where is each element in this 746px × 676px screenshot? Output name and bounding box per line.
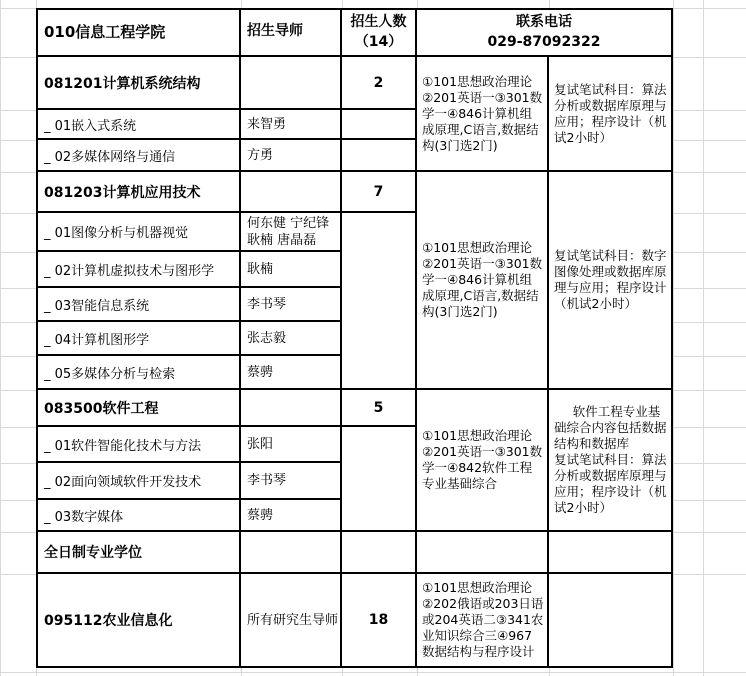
retest-exam-text: 复试笔试科目：数字图像处理或数据库原理与应用；程序设计（机试2小时） bbox=[554, 248, 667, 311]
college-title: 010信息工程学院 bbox=[44, 23, 166, 41]
quota-value: 18 bbox=[368, 612, 389, 628]
direction-cell[interactable] bbox=[36, 500, 241, 532]
direction-cell[interactable] bbox=[36, 463, 241, 500]
header-quota-cell[interactable] bbox=[342, 8, 417, 57]
initial-exam-text: ①101思想政治理论②202俄语或203日语或204英语二③341农业知识综合三④967数据结构与程序设计 bbox=[422, 580, 544, 659]
retest-exam-cell[interactable] bbox=[549, 574, 673, 668]
gridline bbox=[0, 0, 1, 676]
quota-value: 5 bbox=[373, 399, 384, 416]
header-contact-cell[interactable] bbox=[417, 8, 673, 57]
quota-cell[interactable] bbox=[342, 110, 417, 140]
direction-cell[interactable] bbox=[36, 140, 241, 172]
quota-cell[interactable] bbox=[342, 574, 417, 668]
quota-cell[interactable] bbox=[342, 427, 417, 532]
advisor-name: 耿楠 bbox=[247, 261, 274, 277]
direction-cell[interactable] bbox=[36, 213, 241, 252]
advisor-cell[interactable] bbox=[241, 500, 342, 532]
initial-exam-cell[interactable] bbox=[417, 172, 549, 390]
advisor-cell[interactable] bbox=[241, 356, 342, 390]
quota-column-title: 招生人数 bbox=[350, 13, 407, 30]
header-college-cell[interactable] bbox=[36, 8, 241, 57]
advisor-name: 方勇 bbox=[247, 147, 274, 163]
direction-label: _ 03智能信息系统 bbox=[44, 298, 150, 314]
direction-cell[interactable] bbox=[36, 427, 241, 463]
initial-exam-text: ①101思想政治理论②201英语一③301数学一④846计算机组成原理,C语言,数据结构(3门选2门) bbox=[422, 240, 543, 319]
advisor-name: 何东健 宁纪锋 耿楠 唐晶磊 bbox=[247, 215, 330, 248]
quota-cell[interactable] bbox=[342, 213, 417, 390]
program-cell[interactable] bbox=[36, 390, 241, 427]
retest-exam-text: 复试笔试科目：算法分析或数据库原理与应用；程序设计（机试2小时） bbox=[554, 81, 667, 145]
retest-note-text: 软件工程专业基础综合内容包括数据结构和数据库 bbox=[554, 404, 667, 451]
advisor-cell[interactable] bbox=[241, 213, 342, 252]
direction-label: _ 02多媒体网络与通信 bbox=[44, 149, 176, 165]
program-cell[interactable] bbox=[36, 532, 241, 574]
quota-cell[interactable] bbox=[342, 57, 417, 110]
advisor-cell[interactable] bbox=[241, 172, 342, 213]
initial-exam-text: ①101思想政治理论②201英语一③301数学一④842软件工程专业基础综合 bbox=[422, 428, 543, 491]
quota-cell[interactable] bbox=[342, 172, 417, 213]
quota-value: 2 bbox=[373, 74, 384, 91]
contact-phone: 029-87092322 bbox=[487, 33, 601, 50]
quota-value: 7 bbox=[373, 183, 384, 200]
direction-cell[interactable] bbox=[36, 322, 241, 356]
advisor-cell[interactable] bbox=[241, 427, 342, 463]
advisor-name: 蔡骋 bbox=[247, 507, 274, 523]
program-cell[interactable] bbox=[36, 57, 241, 110]
program-label: 081203计算机应用技术 bbox=[44, 184, 201, 201]
direction-label: _ 01嵌入式系统 bbox=[44, 118, 137, 134]
direction-label: _ 05多媒体分析与检索 bbox=[44, 366, 176, 382]
initial-exam-cell[interactable] bbox=[417, 532, 549, 574]
program-label: 095112农业信息化 bbox=[44, 613, 173, 629]
advisor-name: 蔡骋 bbox=[247, 364, 274, 380]
initial-exam-cell[interactable] bbox=[417, 57, 549, 172]
direction-label: _ 01软件智能化技术与方法 bbox=[44, 438, 202, 454]
advisor-cell[interactable] bbox=[241, 110, 342, 140]
advisor-column-title: 招生导师 bbox=[247, 23, 303, 39]
advisor-cell[interactable] bbox=[241, 574, 342, 668]
header-advisor-cell[interactable] bbox=[241, 8, 342, 57]
retest-exam-cell[interactable] bbox=[549, 57, 673, 172]
quota-total: （14） bbox=[354, 33, 403, 50]
advisor-name: 所有研究生导师 bbox=[247, 612, 339, 628]
advisor-name: 李书琴 bbox=[247, 473, 287, 488]
program-label: 083500软件工程 bbox=[44, 400, 159, 417]
direction-label: _ 01图像分析与机器视觉 bbox=[44, 226, 189, 241]
program-cell[interactable] bbox=[36, 574, 241, 668]
direction-cell[interactable] bbox=[36, 110, 241, 140]
advisor-name: 来智勇 bbox=[247, 116, 287, 132]
advisor-cell[interactable] bbox=[241, 288, 342, 322]
advisor-cell[interactable] bbox=[241, 57, 342, 110]
quota-cell[interactable] bbox=[342, 532, 417, 574]
contact-label: 联系电话 bbox=[516, 13, 572, 30]
direction-cell[interactable] bbox=[36, 252, 241, 288]
gridline bbox=[0, 672, 746, 673]
initial-exam-cell[interactable] bbox=[417, 574, 549, 668]
gridline bbox=[673, 0, 674, 676]
advisor-cell[interactable] bbox=[241, 252, 342, 288]
advisor-cell[interactable] bbox=[241, 532, 342, 574]
quota-cell[interactable] bbox=[342, 390, 417, 427]
advisor-cell[interactable] bbox=[241, 390, 342, 427]
advisor-name: 张阳 bbox=[247, 436, 274, 452]
gridline bbox=[703, 0, 704, 676]
advisor-cell[interactable] bbox=[241, 322, 342, 356]
program-label: 全日制专业学位 bbox=[44, 545, 142, 561]
advisor-cell[interactable] bbox=[241, 140, 342, 172]
direction-label: _ 04计算机图形学 bbox=[44, 332, 150, 348]
direction-cell[interactable] bbox=[36, 356, 241, 390]
initial-exam-cell[interactable] bbox=[417, 390, 549, 532]
advisor-cell[interactable] bbox=[241, 463, 342, 500]
advisor-name: 李书琴 bbox=[247, 296, 287, 312]
program-label: 081201计算机系统结构 bbox=[44, 75, 201, 92]
quota-cell[interactable] bbox=[342, 140, 417, 172]
initial-exam-text: ①101思想政治理论②201英语一③301数学一④846计算机组成原理,C语言,数据结构(3门选2门) bbox=[422, 73, 543, 153]
direction-label: _ 02计算机虚拟技术与图形学 bbox=[44, 263, 215, 279]
retest-exam-text: 复试笔试科目：算法分析或数据库原理与应用；程序设计（机试2小时） bbox=[554, 452, 667, 515]
direction-cell[interactable] bbox=[36, 288, 241, 322]
retest-exam-cell[interactable] bbox=[549, 532, 673, 574]
retest-exam-cell[interactable] bbox=[549, 390, 673, 532]
direction-label: _ 03数字媒体 bbox=[44, 509, 124, 525]
direction-label: _ 02面向领域软件开发技术 bbox=[44, 475, 202, 490]
advisor-name: 张志毅 bbox=[247, 330, 287, 346]
retest-exam-cell[interactable] bbox=[549, 172, 673, 390]
program-cell[interactable] bbox=[36, 172, 241, 213]
